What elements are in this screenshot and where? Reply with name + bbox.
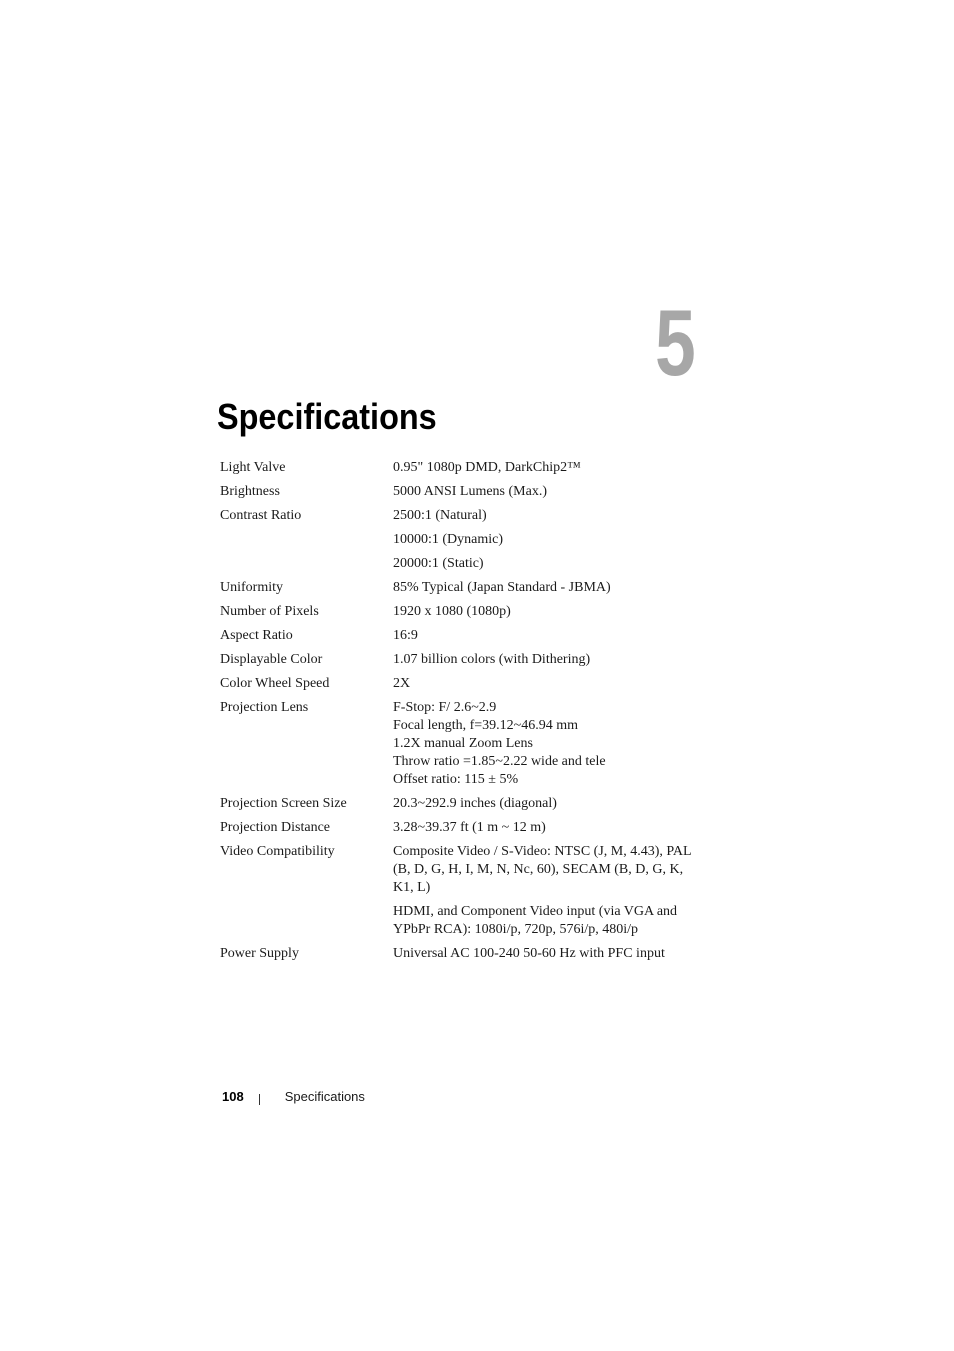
spec-values — [393, 600, 720, 624]
spec-values — [393, 792, 720, 816]
spec-row — [220, 480, 720, 504]
spec-value: 16:9 — [393, 628, 418, 643]
page-title: Specifications — [217, 396, 437, 437]
chapter-number: 5 — [655, 290, 696, 395]
spec-label: Aspect Ratio — [220, 628, 293, 643]
spec-row — [220, 942, 720, 966]
spec-value: 5000 ANSI Lumens (Max.) — [393, 484, 547, 499]
spec-values — [393, 456, 720, 480]
spec-value: 10000:1 (Dynamic) — [393, 532, 504, 547]
page-footer — [222, 1088, 365, 1105]
spec-value: 2X — [393, 676, 411, 691]
spec-label: Brightness — [220, 484, 280, 499]
footer-section-title: Specifications — [284, 1089, 365, 1104]
footer-page-number: 108 — [222, 1089, 244, 1104]
spec-value: F-Stop: F/ 2.6~2.9 Focal length, f=39.12~46.94 mm 1.2X manual Zoom Lens Throw ratio =1.85~2.22 wide and tele Offset ratio: 115 ± 5% — [393, 700, 606, 787]
spec-row — [220, 624, 720, 648]
spec-values — [393, 840, 720, 942]
spec-row — [220, 696, 720, 792]
spec-row — [220, 816, 720, 840]
spec-label: Projection Screen Size — [220, 796, 347, 811]
spec-row — [220, 672, 720, 696]
spec-label: Video Compatibility — [220, 844, 335, 859]
spec-row — [220, 840, 720, 942]
spec-value: Composite Video / S-Video: NTSC (J, M, 4.43), PAL (B, D, G, H, I, M, N, Nc, 60), SECAM (B, D, G, K, K1, L) — [393, 844, 692, 895]
spec-values — [393, 816, 720, 840]
spec-label: Uniformity — [220, 580, 283, 595]
spec-values — [393, 648, 720, 672]
spec-label: Color Wheel Speed — [220, 676, 330, 691]
spec-values — [393, 504, 720, 576]
spec-value: Universal AC 100-240 50-60 Hz with PFC input — [393, 946, 665, 961]
spec-value: 1920 x 1080 (1080p) — [393, 604, 511, 619]
spec-label: Number of Pixels — [220, 604, 319, 619]
spec-values — [393, 942, 720, 966]
footer-separator — [259, 1094, 260, 1105]
spec-values — [393, 672, 720, 696]
spec-value: 85% Typical (Japan Standard - JBMA) — [393, 580, 611, 595]
spec-label: Light Valve — [220, 460, 286, 475]
spec-row — [220, 600, 720, 624]
spec-value: 2500:1 (Natural) — [393, 508, 487, 523]
spec-values — [393, 576, 720, 600]
spec-value: 20.3~292.9 inches (diagonal) — [393, 796, 557, 811]
spec-values — [393, 696, 720, 792]
spec-label: Displayable Color — [220, 652, 323, 667]
spec-value: 0.95" 1080p DMD, DarkChip2™ — [393, 460, 581, 475]
spec-label: Projection Lens — [220, 700, 309, 715]
spec-label: Projection Distance — [220, 820, 331, 835]
spec-table — [220, 456, 720, 966]
spec-label: Contrast Ratio — [220, 508, 302, 523]
spec-row — [220, 456, 720, 480]
spec-values — [393, 480, 720, 504]
spec-value: 20000:1 (Static) — [393, 556, 484, 571]
spec-row — [220, 576, 720, 600]
spec-row — [220, 792, 720, 816]
spec-value: 3.28~39.37 ft (1 m ~ 12 m) — [393, 820, 546, 835]
spec-value: 1.07 billion colors (with Dithering) — [393, 652, 591, 667]
spec-row — [220, 504, 720, 576]
spec-row — [220, 648, 720, 672]
spec-value: HDMI, and Component Video input (via VGA and YPbPr RCA): 1080i/p, 720p, 576i/p, 480i/p — [393, 904, 678, 937]
spec-values — [393, 624, 720, 648]
spec-label: Power Supply — [220, 946, 299, 961]
